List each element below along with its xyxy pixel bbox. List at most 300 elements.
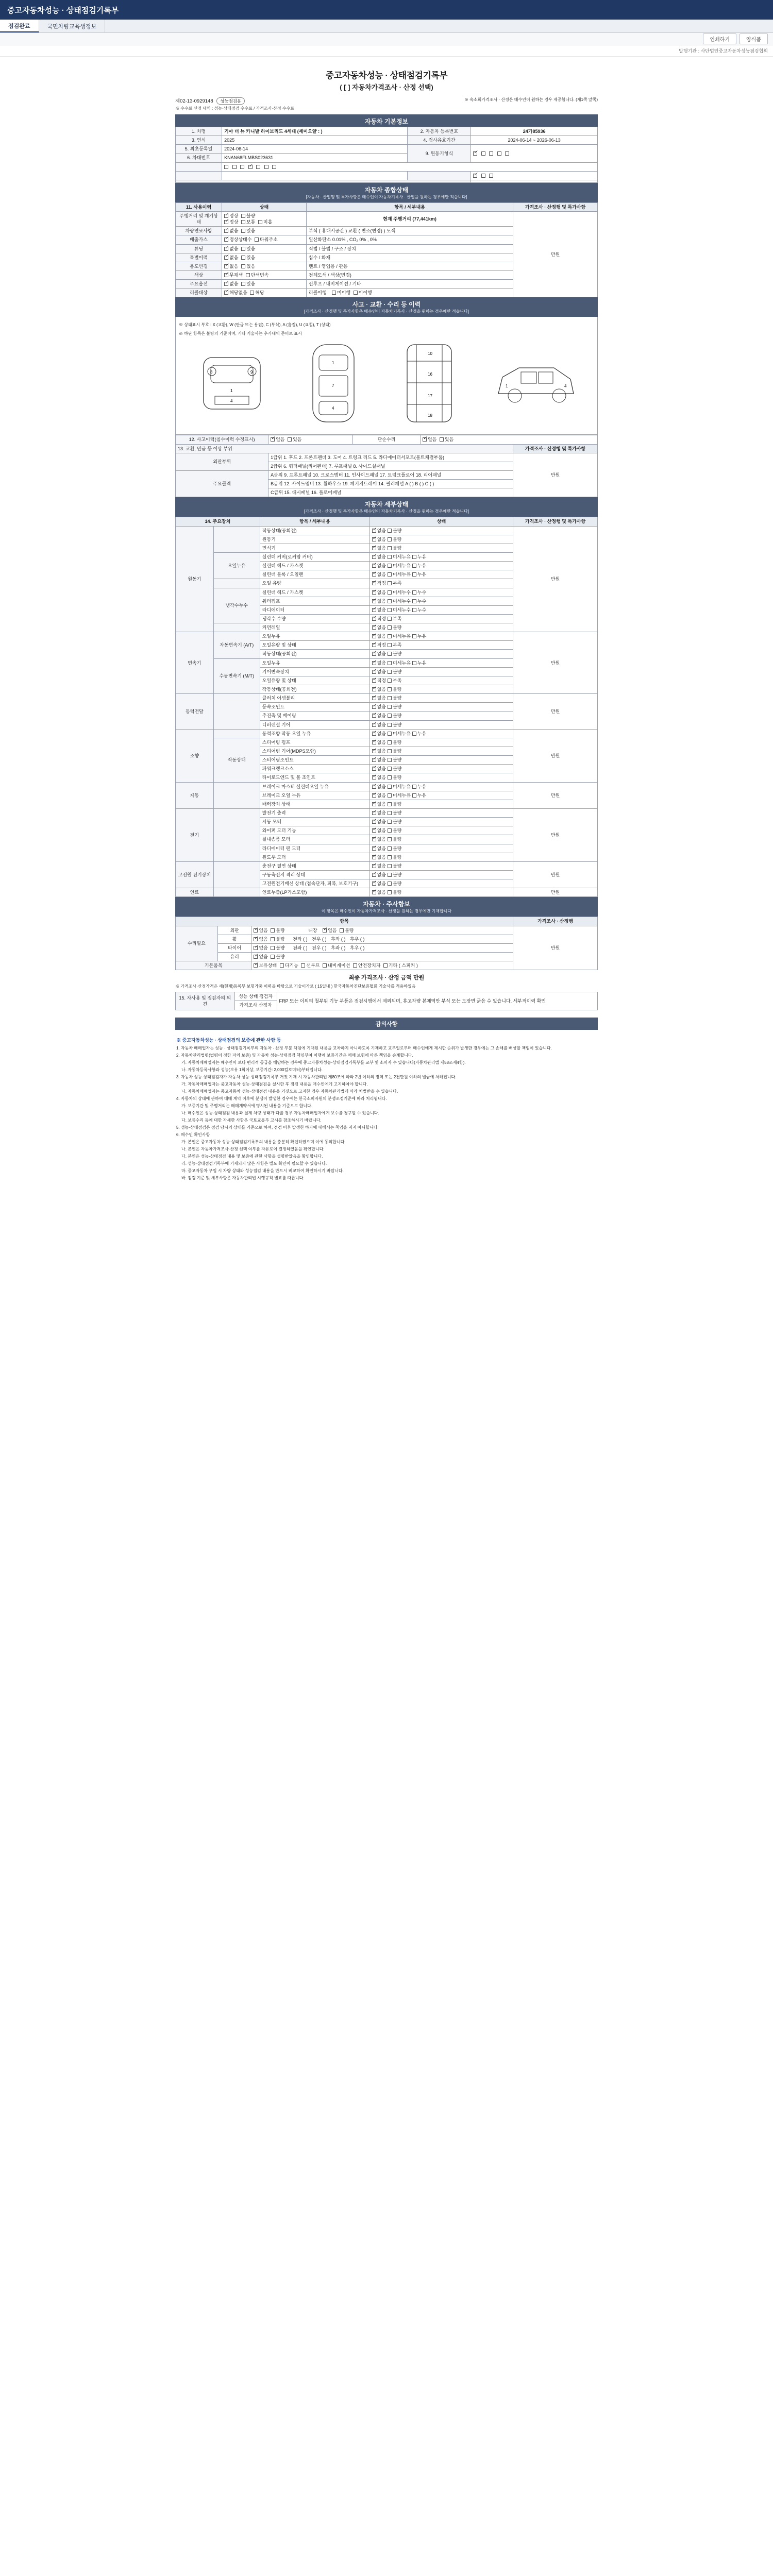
parts-subgroup [213,526,260,552]
checkbox-semiauto[interactable] [489,150,494,157]
parts-item-state [369,738,513,747]
parts-subgroup: 냉각수누수 [213,588,260,623]
field-label [408,171,471,180]
checkbox-selfwarranty[interactable] [473,173,478,179]
opinion-table [175,992,598,1010]
checkbox-미세누수[interactable] [388,589,411,596]
checkbox-미세누유[interactable] [388,660,411,666]
checkbox-label: 없음 [377,589,386,595]
tab-student-info[interactable] [39,20,106,32]
checkbox-option-5[interactable]: 기타 ( 스피커 ) [383,962,418,969]
checkbox-불량[interactable] [388,845,401,852]
checkbox-manual[interactable] [481,150,486,157]
parts-item-state [369,729,513,738]
parts-item-name: 디퍼렌셜 기어 [260,720,369,729]
tab-inspection-complete[interactable] [0,20,39,32]
svg-text:4: 4 [230,399,233,404]
parts-item-name: 등속조인트 [260,703,369,711]
checkbox-누유[interactable] [412,633,426,639]
checkbox-twotone[interactable]: 단색변속 [246,272,269,278]
checkbox-불량[interactable] [388,713,401,719]
checkbox-productwarranty[interactable] [481,173,486,179]
checkbox-label: 없음 [377,845,386,851]
parts-item-name: 브레이크 마스터 실린더오일 누유 [260,782,369,791]
parts-group-2: 동력전달 [176,694,214,730]
checkbox-적정[interactable] [372,580,386,586]
print-button[interactable]: 인쇄하기 [703,33,736,44]
checkbox-불량[interactable] [388,722,401,728]
checkbox-누유[interactable] [412,563,426,569]
parts-item-name: 연료누출(LP가스포함) [260,888,369,897]
parts-item-name: 충전구 절연 상태 [260,861,369,870]
checkbox-불량[interactable] [388,651,401,657]
parts-item-state [369,826,513,835]
checkbox-없음[interactable] [372,801,386,807]
checkbox-hybrid[interactable] [248,164,254,170]
checkbox-부족[interactable] [388,580,401,586]
checkbox-불량[interactable] [388,545,401,551]
parts-price-note: 만원 [513,861,598,888]
row-state-emission [222,235,307,244]
checkbox-미세누수[interactable] [388,598,411,604]
consent-subitem: 다. 본인은 성능·상태점검 내용 및 보증에 관한 사항을 설명받았음을 확인합니다. [181,1154,323,1159]
checkbox-label: 적정 [377,616,386,621]
table-header-row [176,917,598,926]
checkbox-적정[interactable] [372,642,386,648]
checkbox-부족[interactable] [388,616,401,622]
table-row [176,145,598,154]
row-label-identity: 차량연료사항 [176,227,222,235]
form-button[interactable]: 양식폼 [740,33,768,44]
row-detail-mileage: 현재 주행거리 (77,441km) [306,211,513,226]
section-accident-sub: [가격조사 · 산정행 및 특가사항은 매수인이 자동차기록사 · 산정을 원하는 경우에만 적습니다] [304,309,469,314]
checkbox-불량[interactable] [388,686,401,692]
parts-item-state [369,756,513,765]
checkbox-warranty-company[interactable] [489,173,494,179]
extra-glass-state [251,952,513,961]
checkbox-불량[interactable] [388,863,401,869]
checkbox-불량[interactable] [388,880,401,887]
checkbox-없음[interactable] [372,827,386,834]
checkbox-미세누유[interactable] [388,571,411,578]
checkbox-불량[interactable] [388,889,401,895]
document-number: 제02-13-0929148 [175,98,213,104]
checkbox-solidcolor[interactable]: ✓ 무채색 [224,272,243,278]
checkbox-diesel[interactable] [232,164,238,170]
checkbox-없음[interactable] [372,651,386,657]
parts-group-1: 변속기 [176,632,214,694]
parts-item-name: 실린더 커버(로커암 커버) [260,552,369,561]
checkbox-미세누유[interactable] [388,633,411,639]
checkbox-none[interactable]: ✓ 없음 [254,927,267,934]
checkbox-option-3[interactable]: 내비게이션 [323,962,350,969]
field-value-inspection-period: 2024-06-14 ~ 2026-06-13 [471,136,598,145]
checkbox-없음[interactable] [372,571,386,578]
svg-text:1: 1 [505,384,508,389]
checkbox-exist[interactable]: 있음 [241,246,255,252]
row-label-exchange-parts: 13. 교환, 만금 등 이상 부위 [176,444,513,453]
checkbox-불량[interactable] [388,669,401,675]
checkbox-없음[interactable] [372,836,386,842]
checkbox-applicable[interactable]: 해당 [250,290,264,296]
checkbox-적정[interactable] [372,677,386,684]
checkbox-electric[interactable] [256,164,261,170]
checkbox-other-trans[interactable] [505,150,510,157]
checkbox-none[interactable]: ✓ 없음 [224,281,238,287]
checkbox-없음[interactable] [372,624,386,631]
checkbox-없음[interactable] [372,536,386,543]
checkbox-label: 누유 [417,634,427,639]
checkbox-label: 없음 [377,801,386,807]
checkbox-none[interactable]: ✓ 없음 [224,246,238,252]
checkbox-불량[interactable] [388,819,401,825]
checkbox-없음[interactable] [372,528,386,534]
checkbox-없음[interactable] [372,810,386,816]
checkbox-label: 불량 [393,766,402,772]
checkbox-good[interactable]: ✓정상 [224,219,238,225]
checkbox-없음[interactable] [372,766,386,772]
col-header: 11. 사용이력 [176,202,222,211]
consent-subitem: 라. 성능·상태점검기록부에 기재되지 않은 사항은 별도 확인이 필요할 수 있습니다. [181,1161,327,1166]
row-state-special [222,253,307,262]
parts-item-name: 라디에이터 [260,605,369,614]
checkbox-none[interactable]: ✓ 없음 [254,945,267,951]
checkbox-none[interactable]: ✓ 없음 [224,228,238,234]
col-header: 상태 [222,202,307,211]
parts-item-state [369,773,513,782]
checkbox-미세누유[interactable] [388,792,411,799]
parts-subgroup [213,888,260,897]
checkbox-누유[interactable] [412,571,426,578]
parts-item-state [369,720,513,729]
row-state-simple-repair [421,435,598,444]
row-detail-options: 선루프 / 내비게이션 / 기타 [306,280,513,289]
parts-group-0: 원동기 [176,526,214,632]
parts-item-name: 오일유량 및 상태 [260,676,369,685]
parts-price-note: 만원 [513,729,598,782]
parts-group-6: 고전원 전기장치 [176,861,214,888]
consent-subitem: 마. 중고자동차 구입 시 차량 상태와 성능점검 내용을 반드시 비교하여 확인하시기 바랍니다. [181,1168,344,1174]
checkbox-없음[interactable] [372,563,386,569]
field-label: 1. 차명 [176,127,222,136]
checkbox-label: 없음 [377,890,386,895]
checkbox-부족[interactable] [388,642,401,648]
checkbox-none[interactable]: ✓ 없음 [423,436,436,443]
consent-item: 4. 자동차의 상태에 관하여 매매 계약 이후에 분쟁이 발생한 경우에는 한국소비자원의 분쟁조정기준에 따라 처리됩니다. [176,1096,387,1101]
checkbox-없음[interactable] [372,845,386,852]
checkbox-none-interior[interactable]: ✓ 없음 [323,927,337,934]
checkbox-cvt[interactable] [497,150,502,157]
checkbox-exist[interactable]: 있음 [241,255,255,261]
parts-item-name: 브레이크 오일 누유 [260,791,369,800]
checkbox-없음[interactable] [372,739,386,745]
checkbox-bad[interactable]: 불량 [241,213,255,219]
checkbox-label: 없음 [377,545,386,551]
checkbox-불량[interactable] [388,624,401,631]
section-basic-title: 자동차 기본정보 [364,118,409,125]
checkbox-none[interactable]: ✓ 없음 [224,255,238,261]
checkbox-exist[interactable]: 있음 [440,436,453,443]
parts-subgroup [213,579,260,588]
parts-item-state [369,570,513,579]
checkbox-불량[interactable] [388,854,401,860]
table-header-row [176,517,598,526]
parts-item-name: 와이퍼 모터 기능 [260,826,369,835]
parts-item-name: 추진축 및 베어링 [260,711,369,720]
checkbox-없음[interactable] [372,748,386,754]
checkbox-exist[interactable]: 있음 [241,281,255,287]
col-header: 항목 / 세부내용 [260,517,369,526]
checkbox-불량[interactable] [388,872,401,878]
checkbox-없음[interactable] [372,854,386,860]
parts-item-state [369,597,513,605]
checkbox-누유[interactable] [412,554,426,560]
checkbox-lpg[interactable] [240,164,245,170]
checkbox-none[interactable]: ✓ 없음 [224,263,238,269]
tire-fl: 전좌 ( ) [293,945,308,951]
consent-body [175,1030,598,1187]
checkbox-hydrogen[interactable] [264,164,270,170]
parts-item-name: 파워크랭크소스 [260,765,369,773]
checkbox-option-4[interactable]: 안전장치자 [353,962,380,969]
checkbox-gasoline[interactable] [224,164,229,170]
consent-subitem: 나. 매수인은 성능·상태점검 내용과 실제 차량 상태가 다를 경우 자동차매매업자에게 보수를 청구할 수 있습니다. [181,1111,379,1116]
row-label-usechange: 용도변경 [176,262,222,270]
checkbox-label: 불량 [393,713,402,719]
checkbox-없음[interactable] [372,713,386,719]
checkbox-label: 미세누유 [393,731,411,736]
checkbox-불량[interactable] [388,827,401,834]
checkbox-option-1[interactable]: 다기능 [280,962,298,969]
table-row [176,632,598,641]
checkbox-option-2[interactable]: 선루프 [301,962,320,969]
checkbox-없음[interactable] [372,792,386,799]
page-title: 중고자동차성능 · 상태점검기록부 [325,71,448,80]
checkbox-auto[interactable] [473,150,478,157]
parts-item-name: 실린더 헤드 / 가스켓 [260,562,369,570]
checkbox-없음[interactable] [372,880,386,887]
parts-item-name: 작동상태(공회전) [260,685,369,694]
checkbox-불량[interactable] [388,704,401,710]
checkbox-none[interactable]: ✓ 없음 [254,936,267,942]
checkbox-미세누수[interactable] [388,607,411,613]
toolbar [0,33,773,45]
tire-rr: 후우 ( ) [349,945,365,951]
parts-item-state [369,552,513,561]
parts-table-body [176,526,598,897]
checkbox-불량[interactable] [388,536,401,543]
checkbox-label: 없음 [377,660,386,666]
wheel-rr: 후우 ( ) [349,936,365,942]
checkbox-적정[interactable] [372,616,386,622]
field-value-engine-type [222,171,408,180]
document-meta-tail: ※ 숙소회가격조사 · 산정은 매수인이 원하는 경우 제공합니다. (제1쪽 앞쪽) [464,97,598,102]
checkbox-label: 부족 [393,616,402,621]
checkbox-없음[interactable] [372,872,386,878]
checkbox-누유[interactable] [412,660,426,666]
checkbox-none[interactable]: ✓ 없음 [271,436,284,443]
checkbox-없음[interactable] [372,863,386,869]
checkbox-emission-other[interactable]: 타워주소 [255,236,278,243]
outer-grade-2: 2급위 6. 쿼터패널(리어펜더) 7. 루프패널 8. 사이드실패널 [268,462,513,470]
parts-item-name: 동력조향 작동 오일 누유 [260,729,369,738]
extra-wheel-state [251,935,513,943]
checkbox-없음[interactable] [372,633,386,639]
svg-text:4: 4 [564,384,567,389]
checkbox-없음[interactable] [372,669,386,675]
checkbox-누수[interactable] [412,589,426,596]
col-header-price-note: 가격조사 · 산정행 및 특가사항 [513,444,598,453]
checkbox-불량[interactable] [388,757,401,763]
checkbox-option-0[interactable]: ✓ 보유상태 [254,962,277,969]
checkbox-불량[interactable] [388,801,401,807]
section-condition-sub: [자동차 · 산업행 및 특가사항은 매수인이 자동차기록사 · 산업을 원하는 경우에만 적습니다] [306,194,467,199]
checkbox-없음[interactable] [372,695,386,701]
checkbox-없음[interactable] [372,589,386,596]
diagram-legend-1: ※ 상태표시 부호 : X (교환), W (판금 또는 용접), C (부식), A (흠집), U (요철), T (상태) [179,323,331,328]
checkbox-recall-done[interactable]: 이이행 [354,290,372,296]
checkbox-없음[interactable] [372,598,386,604]
svg-text:8: 8 [210,370,213,375]
checkbox-not-applicable[interactable]: ✓ 해당없음 [224,290,247,296]
checkbox-없음[interactable] [372,784,386,790]
checkbox-없음[interactable] [372,774,386,781]
field-value-carname: 기아 더 뉴 카니발 하이브리드 4세대 (세미오얄 : ) [222,127,408,136]
checkbox-average[interactable]: 보통 [241,219,255,225]
checkbox-누유[interactable] [412,731,426,737]
checkbox-label: 없음 [377,536,386,542]
issuer-bar [0,45,773,57]
checkbox-label: 미세누수 [393,589,411,595]
checkbox-label: 없음 [377,713,386,719]
table-row [176,809,598,818]
opinion-text: FRP 또는 이외의 철부위 기능 부품은 점검시행에서 제외되며, 휴고차량 본체역만 부식 또는 도장면 긁음 수 있습니다. 세부적이력 확인 [277,992,597,1010]
checkbox-other-fuel[interactable] [272,164,277,170]
parts-item-name: 클러치 어셈블리 [260,694,369,703]
table-row [176,435,598,444]
checkbox-없음[interactable] [372,607,386,613]
extra-table [175,917,598,970]
checkbox-불량[interactable] [388,836,401,842]
checkbox-없음[interactable] [372,686,386,692]
checkbox-불량[interactable] [388,695,401,701]
checkbox-bad-interior[interactable]: 불량 [340,927,354,934]
col-header: 상태 [369,517,513,526]
parts-subgroup [213,861,260,888]
parts-subgroup: 수동변속기 (M/T) [213,658,260,694]
checkbox-없음[interactable] [372,545,386,551]
row-state-options [222,280,307,289]
car-front-view-icon [193,345,271,422]
checkbox-누수[interactable] [412,598,426,604]
consent-subitem: 가. 보증기간 및 주행거리는 매매계약서에 명시된 내용을 기준으로 합니다. [181,1104,313,1109]
consent-heading: ※ 중고자동차성능 · 상태점검의 보증에 관한 사항 등 [176,1037,281,1043]
parts-item-state [369,835,513,844]
car-diagram-panel [175,317,598,435]
checkbox-미세누유[interactable] [388,554,411,560]
checkbox-label: 부족 [393,677,402,683]
checkbox-label: 불량 [393,872,402,877]
checkbox-exist[interactable]: 있음 [288,436,301,443]
parts-item-state [369,809,513,818]
total-price-note: ※ 가격조사·산정가격은 세(현재)등록부 보험가중 이력을 바탕으로 기술이가로 ( 15일내 ) 한국자동차진단보증협회 기술사를 적용하였음 [175,984,416,989]
checkbox-없음[interactable] [372,722,386,728]
parts-item-name: 실린더 헤드 / 가스켓 [260,588,369,597]
row-label-recall: 리콜대상 [176,289,222,297]
checkbox-불량[interactable] [388,528,401,534]
checkbox-불량[interactable] [388,739,401,745]
row-detail-tuning: 적법 / 불법 / 구조 / 장치 [306,244,513,253]
checkbox-label: 없음 [377,757,386,763]
checkbox-label: 불량 [393,669,402,674]
checkbox-bad[interactable]: 불량 [271,927,284,934]
checkbox-미세누유[interactable] [388,784,411,790]
checkbox-불량[interactable] [388,766,401,772]
checkbox-label: 없음 [377,819,386,825]
table-row [176,861,598,870]
checkbox-부족[interactable] [388,677,401,684]
checkbox-exist[interactable]: 있음 [241,263,255,269]
checkbox-normal[interactable]: ✓정상 [224,213,238,219]
section-parts-title: 자동차 세부상태 [364,501,409,509]
checkbox-누수[interactable] [412,607,426,613]
checkbox-bad[interactable]: 불량 [271,945,284,951]
checkbox-없음[interactable] [372,731,386,737]
parts-item-state [369,650,513,658]
sub-label-outer: 외판 [217,926,251,935]
checkbox-불량[interactable] [388,774,401,781]
checkbox-label: 없음 [377,572,386,578]
checkbox-없음[interactable] [372,819,386,825]
checkbox-없음[interactable] [372,554,386,560]
checkbox-누유[interactable] [412,784,426,790]
checkbox-label: 없음 [377,739,386,745]
checkbox-불량[interactable] [388,810,401,816]
checkbox-없음[interactable] [372,704,386,710]
checkbox-recall-not-done[interactable]: 미이행 [332,290,350,296]
checkbox-불량[interactable] [388,748,401,754]
parts-item-state [369,853,513,861]
checkbox-emission-normal[interactable]: ✓ 정상상태수 [224,236,251,243]
diagram-legend-2: ※ 하단 항목은 불량의 기준이며, 기타 기술사는 추가내역 준비로 표시 [179,331,302,336]
svg-text:18: 18 [428,413,433,418]
checkbox-label: 불량 [393,801,402,807]
checkbox-bad[interactable]: 불량 [271,936,284,942]
checkbox-label: 적정 [377,642,386,648]
parts-item-state [369,641,513,650]
checkbox-none[interactable]: ✓ 없음 [254,954,267,960]
svg-text:10: 10 [428,351,433,357]
parts-item-name: 커먼레일 [260,623,369,632]
table-header-row [176,202,598,211]
checkbox-bad[interactable]: 불량 [271,954,284,960]
outer-grade-1: 1급위 1. 후드 2. 프론트펜더 3. 도어 4. 트렁크 리드 5. 라디에이터서포트(볼트체결부품) [268,453,513,462]
checkbox-미세누유[interactable] [388,563,411,569]
checkbox-poor[interactable]: 미흡 [258,219,272,225]
row-label-repair-needed: 수리필요 [176,926,218,961]
parts-item-name: 스티어링조인트 [260,756,369,765]
checkbox-누유[interactable] [412,792,426,799]
checkbox-label: 없음 [377,854,386,860]
parts-item-state [369,667,513,676]
field-value-transmission [471,145,598,162]
checkbox-미세누유[interactable] [388,731,411,737]
parts-price-note: 만원 [513,632,598,694]
checkbox-없음[interactable] [372,757,386,763]
checkbox-없음[interactable] [372,889,386,895]
checkbox-exist[interactable]: 있음 [241,228,255,234]
checkbox-없음[interactable] [372,660,386,666]
